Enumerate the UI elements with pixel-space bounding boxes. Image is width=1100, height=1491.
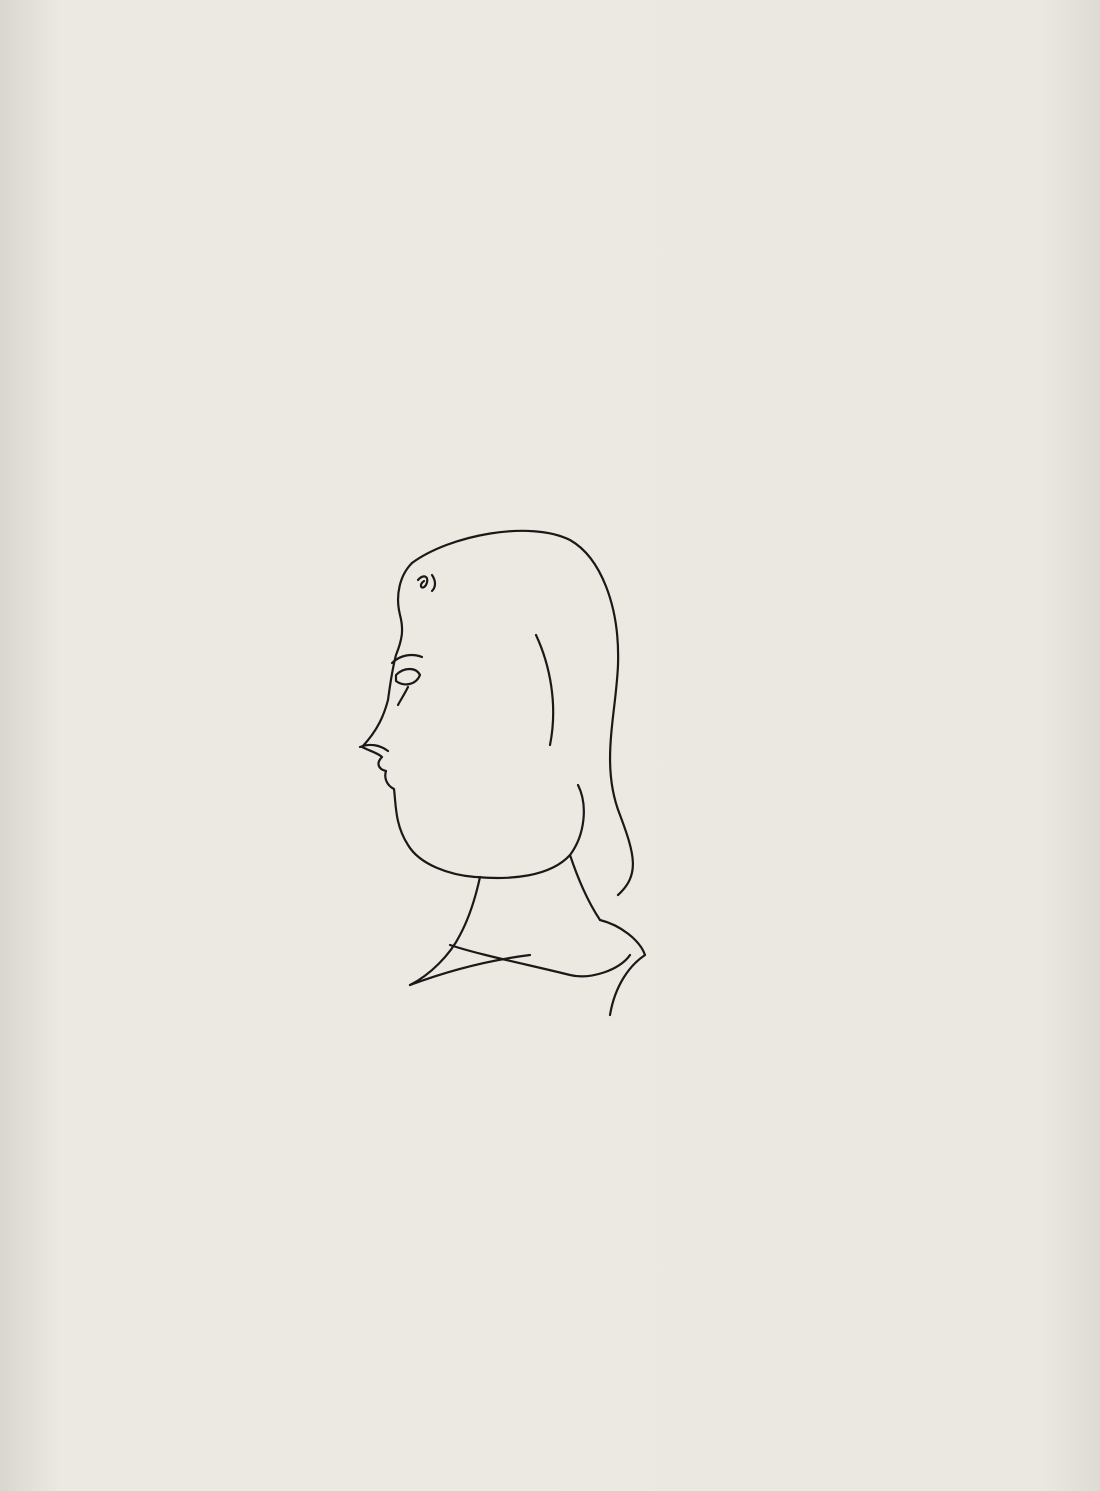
portrait-illustration xyxy=(300,515,740,1035)
